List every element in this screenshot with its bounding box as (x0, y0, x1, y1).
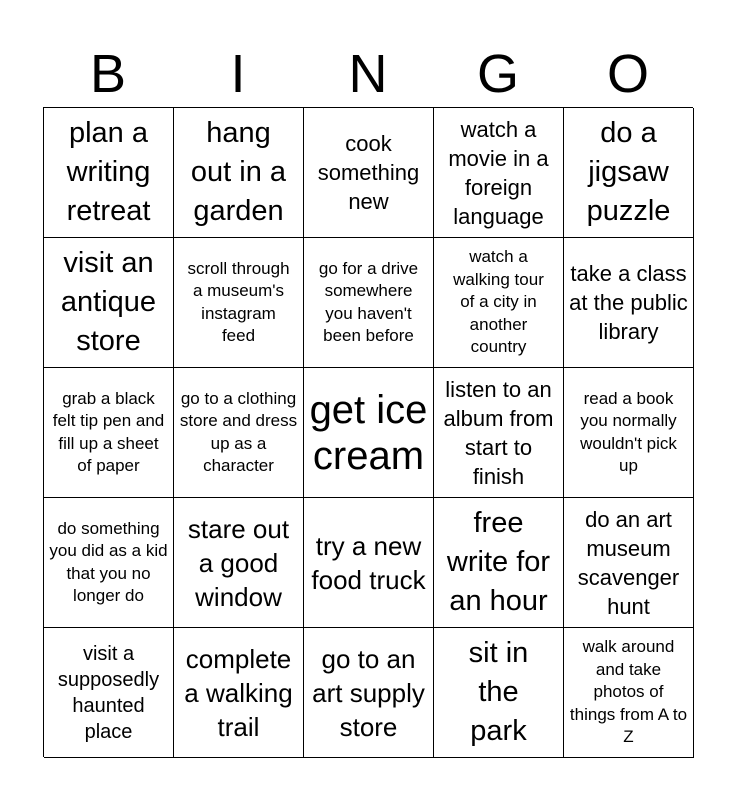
bingo-board (43, 107, 693, 757)
cell-text: plan a writing retreat (66, 117, 151, 227)
cell-text: visit an antique store (60, 247, 157, 357)
cell-text: take a class at the public library (569, 261, 688, 344)
bingo-cell-r5-c5[interactable] (564, 628, 694, 758)
bingo-cell-r1-c1[interactable] (44, 108, 174, 238)
cell-text: sit in the park (468, 637, 529, 747)
bingo-cell-r3-c2[interactable] (174, 368, 304, 498)
cell-text: do an art museum scavenger hunt (577, 506, 680, 619)
cell-text: visit a supposedly haunted place (57, 642, 160, 743)
cell-text: go to an art supply store (312, 643, 425, 742)
cell-text: go to a clothing store and dress up as a character (179, 388, 298, 475)
cell-text: do a jigsaw puzzle (586, 117, 671, 227)
bingo-cell-r2-c5[interactable] (564, 238, 694, 368)
bingo-cell-r4-c4[interactable] (434, 498, 564, 628)
header-letter-g: G (476, 44, 519, 104)
cell-text: watch a movie in a foreign language (448, 116, 549, 229)
cell-text: scroll through a museum's instagram feed (187, 258, 290, 345)
bingo-cell-r1-c3[interactable] (304, 108, 434, 238)
cell-text: walk around and take photos of things from A to Z (569, 637, 688, 747)
cell-text: stare out a good window (187, 513, 290, 612)
cell-text: grab a black felt tip pen and fill up a sheet of paper (52, 388, 165, 475)
cell-text: free write for an hour (446, 507, 551, 617)
cell-text: try a new food truck (311, 530, 426, 595)
bingo-header (43, 40, 693, 108)
bingo-cell-r1-c5[interactable] (564, 108, 694, 238)
cell-text: watch a walking tour of a city in another country (453, 247, 544, 357)
bingo-cell-r1-c2[interactable] (174, 108, 304, 238)
cell-text: go for a drive somewhere you haven't been before (318, 258, 419, 345)
bingo-cell-r5-c1[interactable] (44, 628, 174, 758)
bingo-cell-r3-c4[interactable] (434, 368, 564, 498)
bingo-cell-r4-c3[interactable] (304, 498, 434, 628)
bingo-cell-r1-c4[interactable] (434, 108, 564, 238)
cell-text: do something you did as a kid that you no longer do (49, 518, 168, 605)
cell-text: listen to an album from start to finish (443, 376, 554, 489)
header-letter-b: B (89, 44, 127, 104)
bingo-cell-r3-c3[interactable] (304, 368, 434, 498)
cell-text: cook something new (317, 131, 420, 214)
bingo-cell-r2-c3[interactable] (304, 238, 434, 368)
bingo-cell-r4-c1[interactable] (44, 498, 174, 628)
cell-text: complete a walking trail (184, 643, 293, 742)
cell-text: hang out in a garden (190, 117, 287, 227)
bingo-cell-r5-c4[interactable] (434, 628, 564, 758)
header-letter-i: I (230, 44, 246, 104)
bingo-cell-r4-c2[interactable] (174, 498, 304, 628)
bingo-cell-r2-c4[interactable] (434, 238, 564, 368)
bingo-cell-r5-c2[interactable] (174, 628, 304, 758)
bingo-cell-r3-c1[interactable] (44, 368, 174, 498)
bingo-cell-r3-c5[interactable] (564, 368, 694, 498)
header-letter-n: N (348, 44, 388, 104)
bingo-cell-r2-c1[interactable] (44, 238, 174, 368)
bingo-cell-r4-c5[interactable] (564, 498, 694, 628)
header-letter-o: O (606, 44, 649, 104)
cell-text: get ice cream (309, 387, 428, 478)
bingo-cell-r5-c3[interactable] (304, 628, 434, 758)
bingo-cell-r2-c2[interactable] (174, 238, 304, 368)
cell-text: read a book you normally wouldn't pick up (580, 388, 677, 475)
